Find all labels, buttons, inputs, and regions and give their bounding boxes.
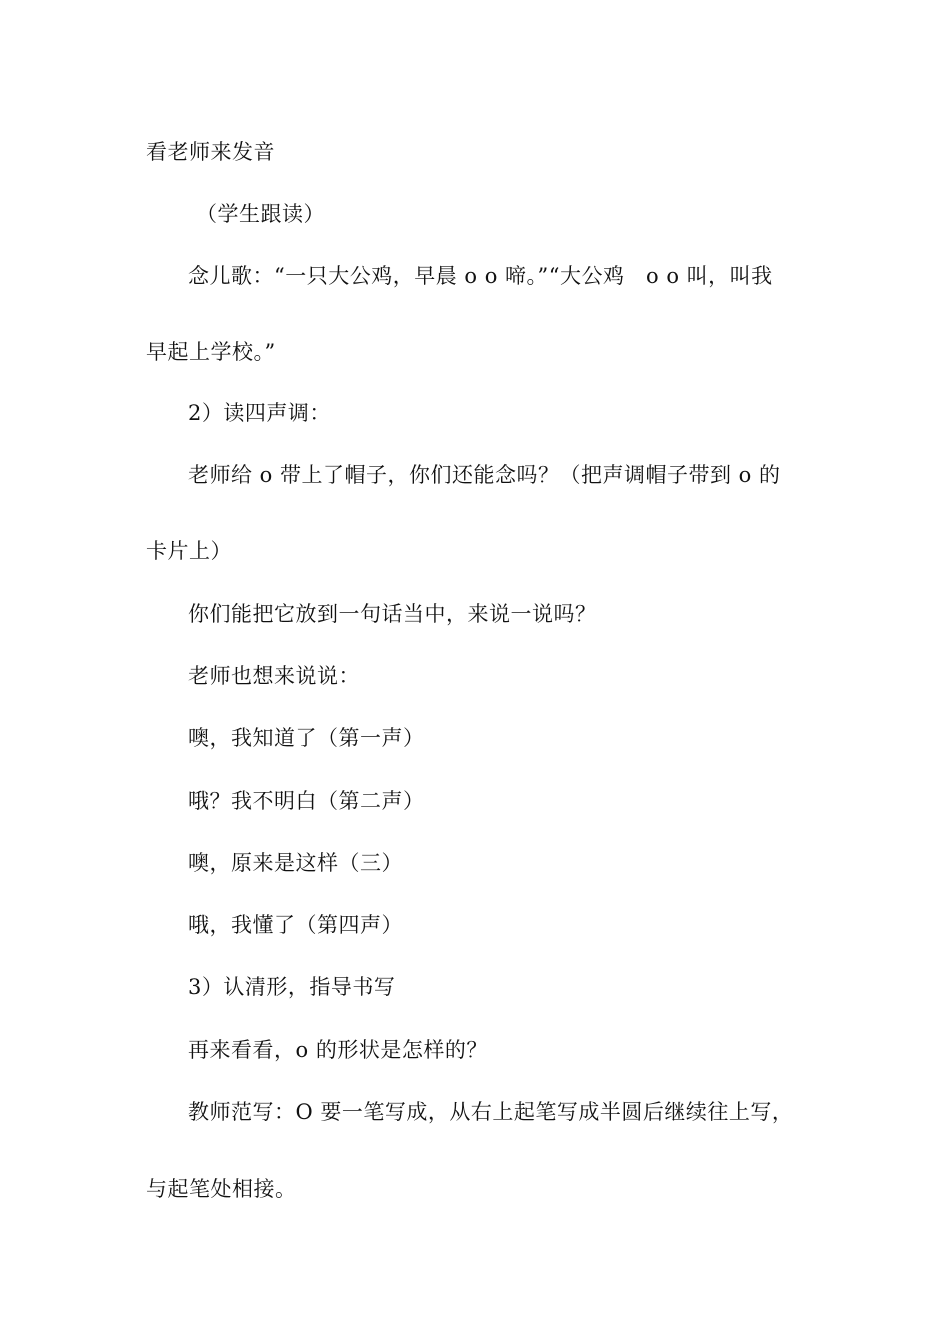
- paragraph-line: 卡片上）: [146, 539, 232, 563]
- paragraph-line: 教师范写：O 要一笔写成，从右上起笔写成半圆后继续往上写，: [188, 1100, 794, 1124]
- paragraph-line: 哦，我懂了（第四声）: [188, 913, 403, 937]
- paragraph-line: 2）读四声调：: [188, 401, 331, 425]
- paragraph-line: 老师也想来说说：: [188, 664, 360, 688]
- paragraph-line: 你们能把它放到一句话当中，来说一说吗？: [188, 602, 597, 626]
- paragraph-line: （学生跟读）: [196, 202, 325, 226]
- paragraph-line: 噢，原来是这样（三）: [188, 851, 403, 875]
- paragraph-line: 哦？我不明白（第二声）: [188, 789, 425, 813]
- paragraph-line: 与起笔处相接。: [146, 1177, 297, 1201]
- paragraph-line: 再来看看，o 的形状是怎样的？: [188, 1038, 488, 1062]
- paragraph-line: 早起上学校。”: [146, 340, 276, 364]
- paragraph-line: 看老师来发音: [146, 140, 275, 164]
- paragraph-line: 噢，我知道了（第一声）: [188, 726, 425, 750]
- paragraph-line: 念儿歌：“一只大公鸡，早晨 o o 啼。”“大公鸡 o o 叫，叫我: [188, 264, 773, 288]
- paragraph-line: 3）认清形，指导书写: [188, 975, 396, 999]
- paragraph-line: 老师给 o 带上了帽子，你们还能念吗？（把声调帽子带到 o 的: [188, 463, 781, 487]
